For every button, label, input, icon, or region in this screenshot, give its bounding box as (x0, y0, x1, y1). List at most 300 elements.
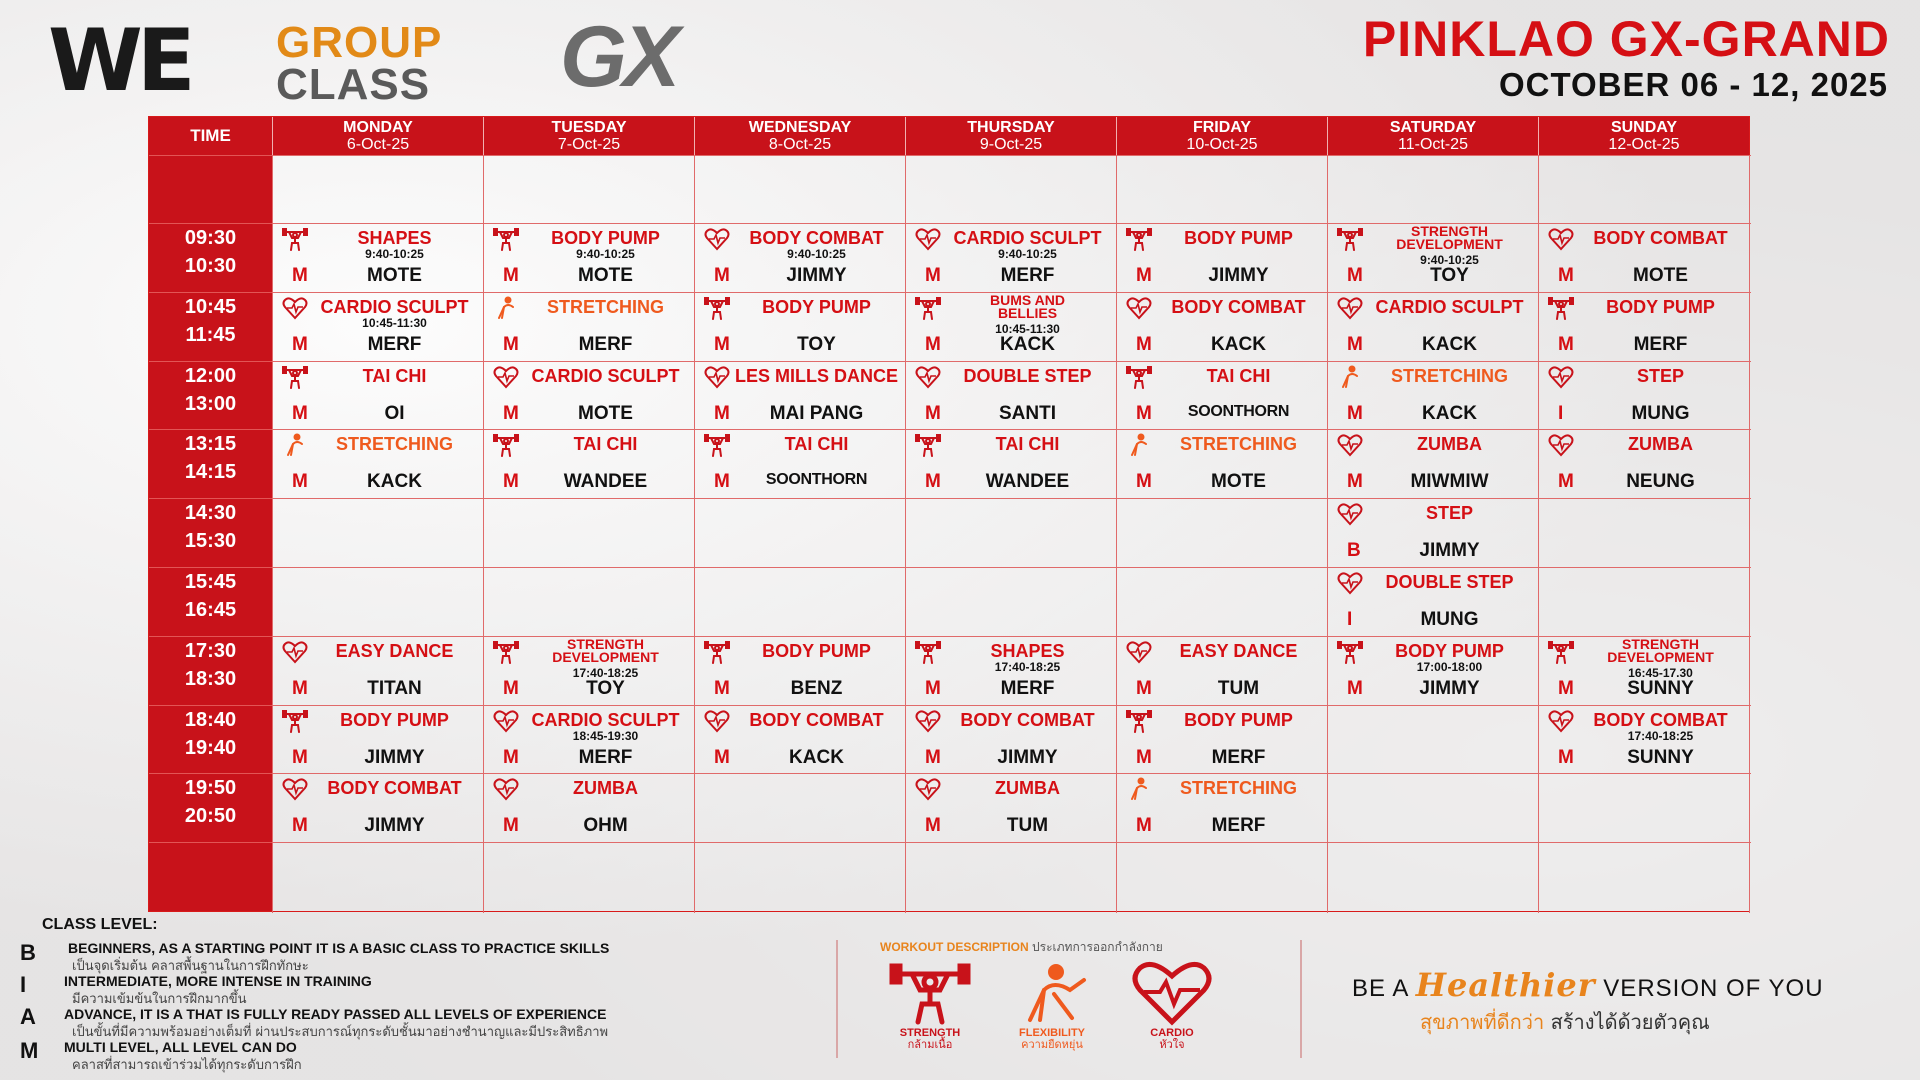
class-cell[interactable] (1116, 361, 1327, 429)
class-cell[interactable] (1327, 567, 1538, 635)
day-date: 8-Oct-25 (768, 136, 832, 153)
instructor-name: KACK (367, 471, 422, 493)
row-divider (272, 842, 1751, 843)
class-cell[interactable] (483, 292, 694, 360)
time-row-divider (149, 429, 272, 430)
class-name: BODY PUMP (1184, 228, 1293, 248)
branch-title: PINKLAO GX-GRAND (1362, 11, 1890, 67)
class-name: STEP (1425, 503, 1473, 524)
time-start: 12:00 (184, 364, 237, 387)
instructor-name: JIMMY (364, 815, 425, 837)
class-name: STRENGTH DEVELOPMENT (1396, 223, 1503, 252)
class-name: TAI CHI (573, 434, 638, 455)
class-cell[interactable] (483, 636, 694, 704)
level-description: ADVANCE, IT IS A THAT IS FULLY READY PASSED ALL LEVELS OF EXPERIENCE (64, 1006, 607, 1022)
class-name: BODY PUMP (1606, 296, 1715, 317)
instructor-name: NEUNG (1626, 471, 1695, 493)
class-level: M (714, 402, 730, 424)
instructor-name: KACK (1422, 333, 1477, 355)
date-range: OCTOBER 06 - 12, 2025 (1498, 66, 1888, 103)
level-description-thai: เป็นขั้นที่มีความพร้อมอย่างเต็มที่ ผ่านประสบการณ์ทุกระดับชั้นมาอย่างชำนาญและมีประสิทธิภาพ (72, 1025, 609, 1040)
class-cell[interactable] (694, 429, 905, 497)
class-cell[interactable] (1538, 223, 1749, 291)
class-level: M (925, 471, 941, 493)
class-level: M (1347, 333, 1363, 355)
class-cell[interactable] (272, 705, 483, 773)
class-name: BODY COMBAT (1171, 296, 1306, 317)
class-level: M (503, 815, 519, 837)
instructor-name: JIMMY (997, 746, 1058, 768)
class-time: 18:45-19:30 (572, 728, 639, 743)
class-level: M (292, 265, 308, 286)
class-name: ZUMBA (1628, 434, 1693, 455)
strength-icon (1126, 365, 1152, 389)
time-end: 13:00 (184, 392, 237, 415)
day-name: MONDAY (343, 119, 413, 136)
flexibility-icon (1126, 433, 1152, 457)
class-cell[interactable] (905, 429, 1116, 497)
instructor-name: JIMMY (786, 265, 847, 286)
time-end: 10:30 (184, 255, 237, 277)
class-name: TAI CHI (784, 434, 849, 455)
day-date: 9-Oct-25 (979, 136, 1043, 153)
cardio-icon (1337, 571, 1363, 595)
instructor-name: WANDEE (563, 471, 648, 493)
level-description: MULTI LEVEL, ALL LEVEL CAN DO (64, 1039, 297, 1055)
instructor-name: SANTI (999, 402, 1056, 424)
logo-group-text: GROUP (276, 18, 443, 67)
class-name: CARDIO SCULPT (531, 709, 680, 730)
instructor-name: MERF (1211, 746, 1266, 768)
day-name: SUNDAY (1610, 119, 1678, 136)
class-level: M (1558, 333, 1574, 355)
time-start: 17:30 (184, 639, 237, 662)
class-level: M (1347, 677, 1363, 699)
class-level: M (714, 677, 730, 699)
class-level: M (1136, 265, 1152, 286)
class-cell[interactable] (1116, 292, 1327, 360)
instructor-name: MOTE (367, 265, 422, 286)
class-name: ZUMBA (995, 778, 1060, 799)
class-name: CARDIO SCULPT (1375, 296, 1524, 317)
class-level: M (1558, 746, 1574, 768)
day-date: 10-Oct-25 (1186, 136, 1258, 153)
class-name: STRETCHING (1180, 778, 1297, 799)
class-level: M (1136, 471, 1152, 493)
class-level: M (1558, 677, 1574, 699)
cardio-icon (493, 365, 519, 389)
class-name: BODY PUMP (762, 296, 871, 317)
instructor-name: JIMMY (364, 746, 425, 768)
class-name: BODY COMBAT (960, 709, 1095, 730)
instructor-name: KACK (1422, 402, 1477, 424)
class-level: M (925, 677, 941, 699)
day-header-saturday (1327, 117, 1538, 155)
class-level: M (292, 815, 308, 837)
instructor-name: KACK (1211, 333, 1266, 355)
time-row-divider (149, 292, 272, 293)
class-name: CARDIO SCULPT (953, 228, 1102, 248)
cardio-icon (1337, 502, 1363, 526)
strength-icon (1548, 640, 1574, 664)
class-name: ZUMBA (573, 778, 638, 799)
class-level: M (925, 402, 941, 424)
class-cell[interactable] (1116, 705, 1327, 773)
cardio-icon (1548, 227, 1574, 251)
workout-label-cardio: CARDIO หัวใจ (1150, 1027, 1194, 1051)
class-name: BODY COMBAT (749, 709, 884, 730)
class-time: 17:40-18:25 (572, 665, 639, 680)
time-row-divider (149, 636, 272, 637)
instructor-name: TOY (1430, 265, 1469, 286)
instructor-name: MERF (1211, 815, 1266, 837)
instructor-name: TUM (1006, 815, 1049, 837)
cardio-icon (1548, 365, 1574, 389)
strength-icon (1337, 227, 1363, 251)
class-name: CARDIO SCULPT (320, 296, 469, 317)
instructor-name: MERF (367, 333, 422, 355)
class-level: M (292, 402, 308, 424)
strength-icon (704, 640, 730, 664)
class-name: TAI CHI (362, 365, 427, 386)
time-start: 19:50 (184, 777, 237, 800)
instructor-name: MAI PANG (769, 402, 864, 424)
strength-icon (704, 433, 730, 457)
class-name: STRETCHING (547, 296, 664, 317)
instructor-name: MOTE (1211, 471, 1266, 493)
class-cell[interactable] (1116, 429, 1327, 497)
workout-description-title: WORKOUT DESCRIPTION ประเภทการออกกำลังกาย (880, 940, 1163, 954)
class-cell[interactable] (483, 429, 694, 497)
time-header: TIME (190, 126, 231, 145)
class-name: STRETCHING (1180, 434, 1297, 455)
cardio-icon (915, 227, 941, 251)
cardio-icon (1130, 960, 1214, 1026)
day-date: 6-Oct-25 (346, 136, 410, 153)
class-cell[interactable] (694, 636, 905, 704)
column-divider (1749, 155, 1750, 913)
slogan: BE A Healthier VERSION OF YOU (1352, 966, 1824, 1004)
row-divider (272, 155, 1751, 156)
instructor-name: TITAN (367, 677, 422, 699)
class-level: M (1136, 746, 1152, 768)
instructor-name: JIMMY (1419, 677, 1480, 699)
cardio-icon (704, 365, 730, 389)
class-name: SHAPES (990, 640, 1065, 661)
class-time: 16:45-17.30 (1628, 665, 1693, 680)
instructor-name: SOONTHORN (1187, 402, 1290, 420)
cardio-icon (493, 777, 519, 801)
day-date: 12-Oct-25 (1608, 136, 1680, 153)
strength-icon (493, 227, 519, 251)
workout-label-strength: STRENGTH กล้ามเนื้อ (899, 1027, 961, 1051)
class-cell[interactable] (272, 361, 483, 429)
class-name: EASY DANCE (335, 640, 454, 661)
class-cell[interactable] (1116, 773, 1327, 841)
class-time: 9:40-10:25 (998, 247, 1057, 261)
time-start: 09:30 (184, 227, 237, 249)
instructor-name: JIMMY (1419, 540, 1480, 562)
flexibility-icon (1126, 777, 1152, 801)
strength-icon (1126, 227, 1152, 251)
class-name: LES MILLS DANCE (734, 365, 898, 386)
class-name: DOUBLE STEP (1385, 572, 1514, 592)
class-cell[interactable] (272, 223, 483, 291)
workout-label-flexibility: FLEXIBILITY ความยืดหยุ่น (1019, 1027, 1085, 1051)
class-level: M (925, 333, 941, 355)
class-cell[interactable] (1327, 498, 1538, 566)
day-header-friday (1116, 117, 1327, 155)
class-cell[interactable] (905, 636, 1116, 704)
strength-icon (1337, 640, 1363, 664)
cardio-icon (1548, 433, 1574, 457)
class-cell[interactable] (1327, 361, 1538, 429)
slogan-thai: สุขภาพที่ดีกว่า สร้างได้ด้วยตัวคุณ (1420, 1010, 1710, 1034)
day-header-sunday (1538, 117, 1749, 155)
group-class-logo (276, 18, 443, 109)
class-cell[interactable] (272, 636, 483, 704)
class-name: ZUMBA (1417, 434, 1482, 455)
class-name: BODY PUMP (762, 640, 871, 661)
class-cell[interactable] (694, 705, 905, 773)
cardio-icon (282, 296, 308, 320)
class-level: I (1558, 402, 1564, 424)
instructor-name: MERF (1633, 333, 1688, 355)
strength-icon (704, 296, 730, 320)
instructor-name: TOY (797, 333, 836, 355)
class-name: BODY PUMP (1184, 709, 1293, 730)
class-name: STEP (1636, 365, 1684, 386)
instructor-name: MUNG (1631, 402, 1690, 424)
level-description: BEGINNERS, AS A STARTING POINT IT IS A BASIC CLASS TO PRACTICE SKILLS (68, 940, 610, 956)
strength-icon (915, 296, 941, 320)
level-letter-b: B (20, 940, 36, 965)
schedule-table (148, 116, 1750, 912)
gx-logo: GX (560, 9, 677, 105)
class-cell[interactable] (694, 223, 905, 291)
time-row-divider (149, 155, 272, 156)
strength-icon (915, 640, 941, 664)
flexibility-icon (493, 296, 519, 320)
class-cell[interactable] (272, 773, 483, 841)
time-end: 16:45 (184, 599, 237, 621)
class-name: DOUBLE STEP (963, 365, 1092, 386)
class-cell[interactable] (694, 292, 905, 360)
class-cell[interactable] (1327, 292, 1538, 360)
day-date: 7-Oct-25 (557, 136, 621, 153)
time-start: 13:15 (184, 433, 237, 456)
class-cell[interactable] (272, 292, 483, 360)
class-cell[interactable] (272, 429, 483, 497)
we-logo: WE (48, 11, 190, 111)
instructor-name: MOTE (578, 265, 633, 286)
instructor-name: MUNG (1420, 609, 1479, 630)
class-level: M (503, 402, 519, 424)
cardio-icon (1337, 296, 1363, 320)
level-letter-a: A (20, 1004, 36, 1029)
instructor-name: KACK (1000, 333, 1055, 355)
class-name: SHAPES (357, 228, 432, 248)
day-header-wednesday (694, 117, 905, 155)
logo-class-text: CLASS (276, 60, 431, 109)
instructor-name: MERF (1000, 265, 1055, 286)
day-name: SATURDAY (1389, 119, 1477, 136)
class-cell[interactable] (483, 773, 694, 841)
time-end: 11:45 (185, 323, 236, 346)
level-description-thai: คลาสที่สามารถเข้าร่วมได้ทุกระดับการฝึก (72, 1058, 302, 1073)
instructor-name: BENZ (790, 677, 843, 699)
instructor-name: MERF (578, 746, 633, 768)
time-start: 10:45 (184, 295, 237, 318)
time-end: 20:50 (184, 805, 237, 828)
class-name: TAI CHI (995, 434, 1060, 455)
cardio-icon (282, 640, 308, 664)
day-date: 11-Oct-25 (1398, 136, 1468, 153)
time-row-divider (149, 361, 272, 362)
time-end: 19:40 (184, 736, 237, 759)
class-level: M (1136, 815, 1152, 837)
class-name: BODY COMBAT (749, 228, 884, 248)
class-level: M (925, 746, 941, 768)
class-level: M (925, 265, 941, 286)
cardio-icon (1337, 433, 1363, 457)
strength-icon (282, 227, 308, 251)
class-cell[interactable] (1327, 223, 1538, 291)
class-name: BODY PUMP (340, 709, 449, 730)
time-row-divider (149, 498, 272, 499)
level-letter-m: M (20, 1038, 39, 1063)
day-name: TUESDAY (551, 119, 627, 136)
time-row-divider (149, 223, 272, 224)
class-level: M (1558, 265, 1574, 286)
class-cell[interactable] (905, 705, 1116, 773)
time-row-divider (149, 567, 272, 568)
day-name: FRIDAY (1192, 119, 1252, 136)
strength-icon (915, 433, 941, 457)
class-cell[interactable] (905, 361, 1116, 429)
time-end: 14:15 (184, 461, 237, 484)
class-name: BODY COMBAT (327, 778, 462, 799)
class-time: 17:40-18:25 (1627, 728, 1694, 743)
strength-icon (1126, 709, 1152, 733)
class-cell[interactable] (1327, 429, 1538, 497)
day-header-monday (272, 117, 483, 155)
class-level: M (714, 746, 730, 768)
class-name: BODY PUMP (1395, 640, 1504, 661)
class-cell[interactable] (905, 223, 1116, 291)
time-start: 18:40 (184, 708, 237, 731)
class-level: M (292, 471, 308, 493)
class-cell[interactable] (1538, 361, 1749, 429)
class-level: M (1136, 333, 1152, 355)
instructor-name: MERF (1000, 677, 1055, 699)
class-level: M (714, 333, 730, 355)
instructor-name: JIMMY (1208, 265, 1269, 286)
divider (1300, 940, 1302, 1058)
flexibility-icon (282, 433, 308, 457)
class-level: M (925, 815, 941, 837)
class-name: BODY COMBAT (1593, 709, 1728, 730)
class-name: BODY COMBAT (1593, 228, 1728, 248)
time-end: 18:30 (184, 667, 237, 690)
cardio-icon (1548, 709, 1574, 733)
time-row-divider (149, 773, 272, 774)
class-name: EASY DANCE (1179, 640, 1298, 661)
day-header-tuesday (483, 117, 694, 155)
class-cell[interactable] (1116, 223, 1327, 291)
strength-icon (493, 433, 519, 457)
class-cell[interactable] (1327, 636, 1538, 704)
instructor-name: KACK (789, 746, 844, 768)
flexibility-icon (1010, 960, 1094, 1026)
cardio-icon (1126, 296, 1152, 320)
class-time: 10:45-11:30 (995, 321, 1060, 336)
class-name: STRETCHING (336, 434, 453, 455)
class-name: STRENGTH DEVELOPMENT (1607, 635, 1714, 665)
class-cell[interactable] (1116, 636, 1327, 704)
class-level: B (1347, 540, 1361, 562)
class-level: M (292, 746, 308, 768)
class-time: 9:40-10:25 (576, 247, 635, 261)
instructor-name: OHM (583, 815, 628, 837)
instructor-name: SOONTHORN (765, 471, 868, 489)
cardio-icon (282, 777, 308, 801)
flexibility-icon (1337, 365, 1363, 389)
cardio-icon (915, 709, 941, 733)
day-name: THURSDAY (967, 119, 1055, 136)
class-cell[interactable] (905, 773, 1116, 841)
class-cell[interactable] (1538, 292, 1749, 360)
class-level: M (1347, 471, 1363, 493)
class-time: 9:40-10:25 (787, 247, 846, 261)
class-cell[interactable] (1538, 429, 1749, 497)
class-name: CARDIO SCULPT (531, 365, 680, 386)
class-cell[interactable] (1538, 636, 1749, 704)
class-level: M (292, 333, 308, 355)
strength-icon (1548, 296, 1574, 320)
class-cell[interactable] (905, 292, 1116, 360)
cardio-icon (915, 365, 941, 389)
class-time: 17:00-18:00 (1416, 659, 1483, 674)
class-cell[interactable] (1538, 705, 1749, 773)
class-level: M (503, 746, 519, 768)
class-level: M (1136, 402, 1152, 424)
cardio-icon (493, 709, 519, 733)
strength-icon (282, 365, 308, 389)
instructor-name: SUNNY (1627, 746, 1694, 768)
time-start: 14:30 (184, 502, 237, 525)
class-level: M (292, 677, 308, 699)
class-cell[interactable] (483, 223, 694, 291)
time-row-divider (149, 705, 272, 706)
class-level: M (1347, 265, 1363, 286)
class-cell[interactable] (483, 361, 694, 429)
class-time: 9:40-10:25 (365, 247, 424, 261)
instructor-name: OI (384, 402, 405, 424)
class-level: M (714, 265, 730, 286)
strength-icon (282, 709, 308, 733)
class-level: M (503, 265, 519, 286)
class-cell[interactable] (694, 361, 905, 429)
strength-icon (493, 640, 519, 664)
class-cell[interactable] (483, 705, 694, 773)
cardio-icon (704, 709, 730, 733)
divider (836, 940, 838, 1058)
cardio-icon (915, 777, 941, 801)
day-header-thursday (905, 117, 1116, 155)
instructor-name: MOTE (578, 402, 633, 424)
class-level: M (1347, 402, 1363, 424)
